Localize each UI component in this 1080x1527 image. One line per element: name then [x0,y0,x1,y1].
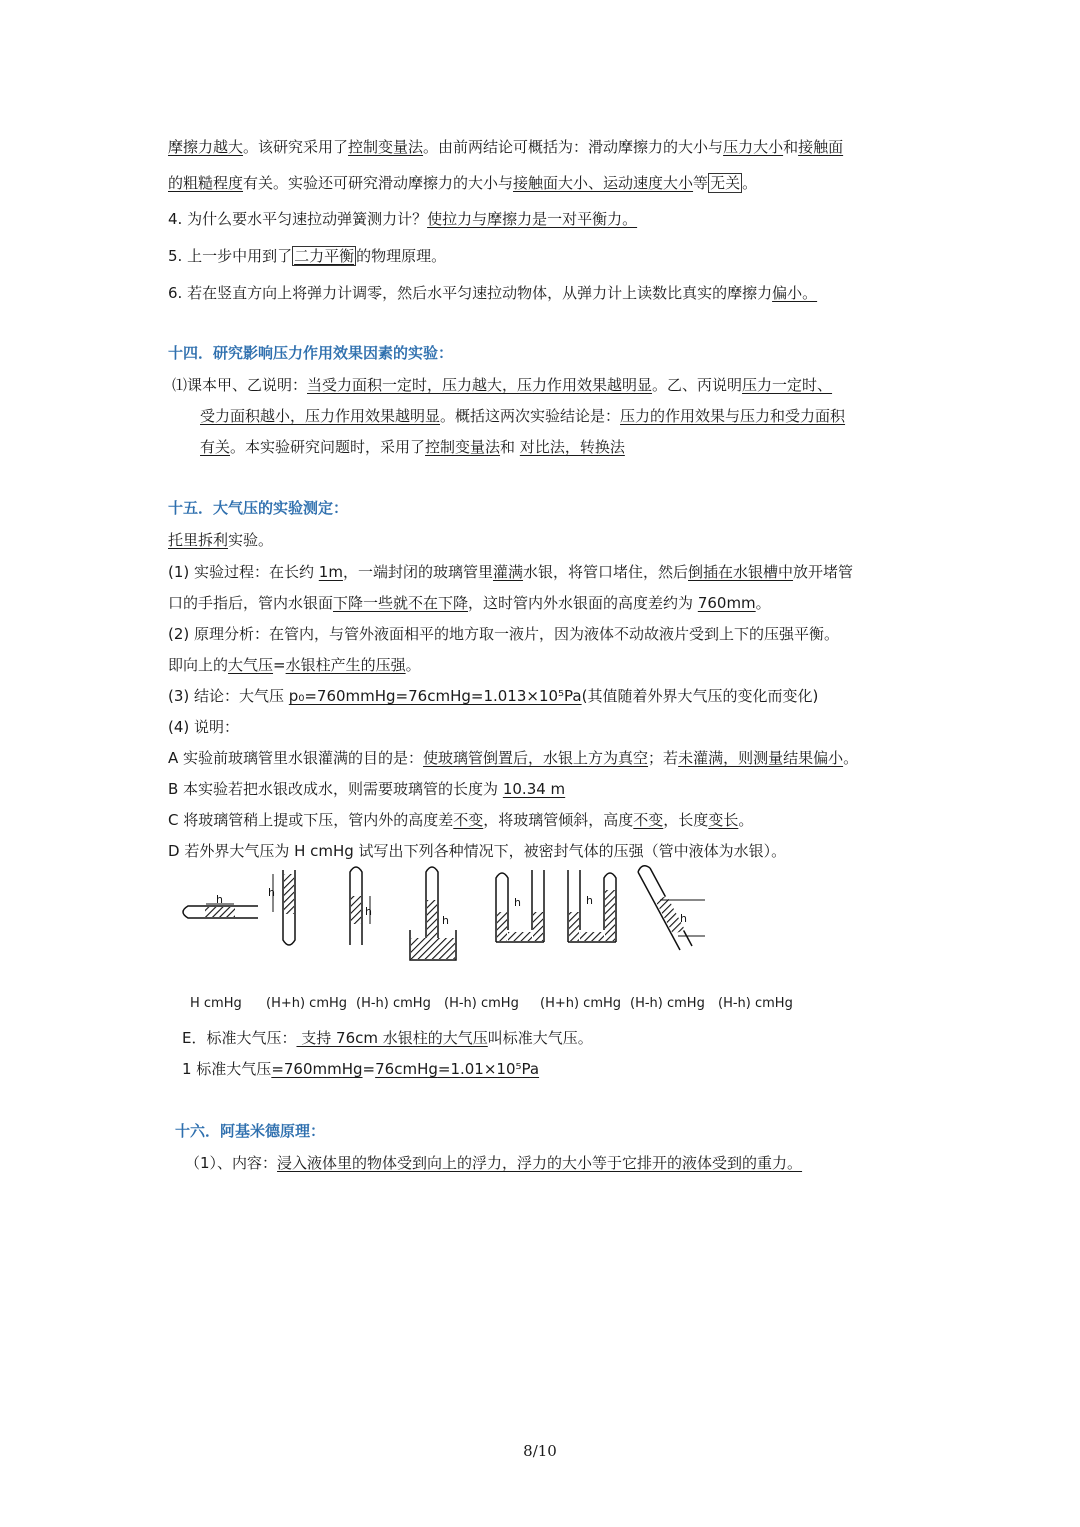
text-line [168,685,818,707]
section-15-heading: 十五．大气压的实验测定： [168,499,349,517]
answer-text: 的粗糙程度 [168,174,244,192]
answer-text: 水银柱产生的压强 [285,656,406,674]
body-text: 。 [843,749,859,767]
section-16-heading: 十六．阿基米德原理： [175,1122,326,1140]
text-line [168,561,853,583]
text-line [182,1027,593,1049]
body-text: ；若 [648,749,679,767]
body-text: = [362,1060,376,1078]
body-text: 叫标准大气压。 [487,1029,593,1047]
body-text: 。概括这两次实验结论是： [440,407,621,425]
question-6 [168,282,817,304]
body-text: 有关。实验还可研究滑动摩擦力的大小与 [243,174,514,192]
answer-text: 偏小。 [772,284,818,302]
body-text: 。该研究采用了 [243,138,349,156]
body-text: (1) 实验过程：在长约 [168,563,319,581]
body-text: 水银，将管口堵住，然后 [522,563,688,581]
body-text: E．标准大气压： [182,1029,297,1047]
answer-text: 灌满 [492,563,523,581]
body-text: 和 [500,438,520,456]
text-line [172,374,832,396]
answer-text: 未灌满，则测量结果偏小 [678,749,844,767]
answer-text: 当受力面积一定时，压力越大，压力作用效果越明显 [307,376,653,394]
caption-7: (H-h) cmHg [718,996,793,1011]
body-text: ，将玻璃管倾斜，高度 [483,811,634,829]
answer-text: 浸入液体里的物体受到向上的浮力，浮力的大小等于它排开的液体受到的重力。 [277,1154,803,1172]
text-line [168,592,771,614]
text-line [168,654,421,676]
text-line: (4) 说明： [168,718,240,736]
boxed-answer: 二力平衡 [294,247,355,265]
caption-3: (H-h) cmHg [356,996,431,1011]
answer-text: =760mmHg [271,1060,363,1078]
text-line: (2) 原理分析：在管内，与管外液面相平的地方取一液片，因为液体不动故液片受到上下的压强平衡。 [168,625,840,643]
label-h: h [216,893,223,906]
answer-text: 下降一些就不在下降 [333,594,469,612]
body-text: 和 [783,138,799,156]
caption-1: H cmHg [190,996,242,1011]
question-4 [168,208,637,230]
text-line [168,136,843,158]
body-text: 等 [693,174,709,192]
diagram-inclined-tube [638,866,705,950]
text-line [200,436,625,458]
text-line [168,778,565,800]
body-text: C 将玻璃管稍上提或下压，管内外的高度差 [168,811,454,829]
body-text: ，一端封闭的玻璃管里 [342,563,493,581]
label-h: h [514,896,521,909]
diagram-tube-in-trough [410,867,456,960]
body-text: 放开堵管 [793,563,854,581]
body-text: 。本实验研究问题时，采用了 [230,438,426,456]
answer-text: 使拉力与摩擦力是一对平衡力。 [427,210,638,228]
body-text: 。 [738,811,754,829]
body-text: 。 [755,594,771,612]
answer-text: 不变 [633,811,664,829]
answer-text: 受力面积越小，压力作用效果越明显 [200,407,441,425]
answer-text: 压力大小 [723,138,784,156]
answer-text: 控制变量法 [425,438,501,456]
text-line [182,1058,539,1080]
diagram-vertical-tube-open-down [350,867,372,945]
answer-text: 压力一定时、 [742,376,833,394]
text-line [168,529,273,551]
answer-text: 摩擦力越大 [168,138,244,156]
answer-text: 76cmHg [375,1060,438,1078]
answer-text: 接触面 [798,138,844,156]
answer-text: 有关 [200,438,231,456]
body-text: A 实验前玻璃管里水银灌满的目的是： [168,749,424,767]
body-text: ，长度 [663,811,709,829]
label-h: h [586,894,593,907]
answer-text: 控制变量法 [348,138,424,156]
tube-diagrams [170,860,730,970]
section-14-heading: 十四．研究影响压力作用效果因素的实验： [168,344,454,362]
question-5 [168,245,446,267]
text-line: D 若外界大气压为 H cmHg 试写出下列各种情况下，被密封气体的压强（管中液体为水银）。 [168,842,787,860]
caption-4: (H-h) cmHg [444,996,519,1011]
body-text: （1）、内容： [185,1154,278,1172]
answer-text: 支持 76cm 水银柱的大气压 [296,1029,488,1047]
label-h: h [442,914,449,927]
answer-text: 使玻璃管倒置后，水银上方为真空 [423,749,649,767]
body-text: 即向上的 [168,656,229,674]
body-text: B 本实验若把水银改成水，则需要玻璃管的长度为 [168,780,503,798]
diagram-horizontal-tube [183,893,258,918]
caption-5: (H+h) cmHg [540,996,622,1011]
body-text: 。 [405,656,421,674]
body-text: (3) 结论：大气压 [168,687,289,705]
page-number: 8/10 [523,1442,557,1460]
text-line [168,809,753,831]
diagram-u-tube-b [568,870,616,942]
answer-text: 大气压 [228,656,274,674]
text-line [168,172,757,194]
answer-text: 接触面大小、运动速度大小 [513,174,694,192]
body-text: 实验。 [228,531,274,549]
label-h: h [680,912,687,925]
question-text: 5. 上一步中用到了 [168,247,293,265]
answer-text: p₀=760mmHg=76cmHg=1.013×10⁵Pa [288,687,582,705]
question-text: 的物理原理。 [356,247,447,265]
question-text: 6. 若在竖直方向上将弹力计调零，然后水平匀速拉动物体，从弹力计上读数比真实的摩擦力 [168,284,773,302]
body-text: = [273,656,286,674]
answer-text: 对比法，转换法 [519,438,625,456]
body-text: 。 [742,174,758,192]
body-text: ，这时管内外水银面的高度差约为 [468,594,698,612]
label-h: h [268,886,275,899]
answer-text: 倒插在水银槽中 [688,563,794,581]
text-line [168,747,858,769]
answer-text: 不变 [453,811,484,829]
diagram-u-tube-a [496,870,544,942]
body-text: ⑴课本甲、乙说明： [172,376,308,394]
answer-text: 托里拆利 [168,531,229,549]
answer-text: 压力的作用效果与压力和受力面积 [620,407,846,425]
body-text: 。乙、丙说明 [652,376,743,394]
text-line [200,405,845,427]
diagram-vertical-tube-open-up [268,870,295,945]
body-text: 。由前两结论可概括为：滑动摩擦力的大小与 [423,138,724,156]
text-line [185,1152,802,1174]
caption-6: (H-h) cmHg [630,996,705,1011]
answer-text: 10.34 m [502,780,566,798]
caption-2: (H+h) cmHg [266,996,348,1011]
body-text: (其值随着外界大气压的变化而变化) [581,687,819,705]
body-text: 口的手指后，管内水银面 [168,594,334,612]
body-text: 1 标准大气压 [182,1060,272,1078]
question-text: 4. 为什么要水平匀速拉动弹簧测力计？ [168,210,428,228]
answer-text: 1m [318,563,343,581]
boxed-answer: 无关 [710,174,741,192]
answer-text: =1.01×10⁵Pa [437,1060,540,1078]
answer-text: 760mm [697,594,756,612]
answer-text: 变长 [708,811,739,829]
label-h: h [365,905,372,918]
